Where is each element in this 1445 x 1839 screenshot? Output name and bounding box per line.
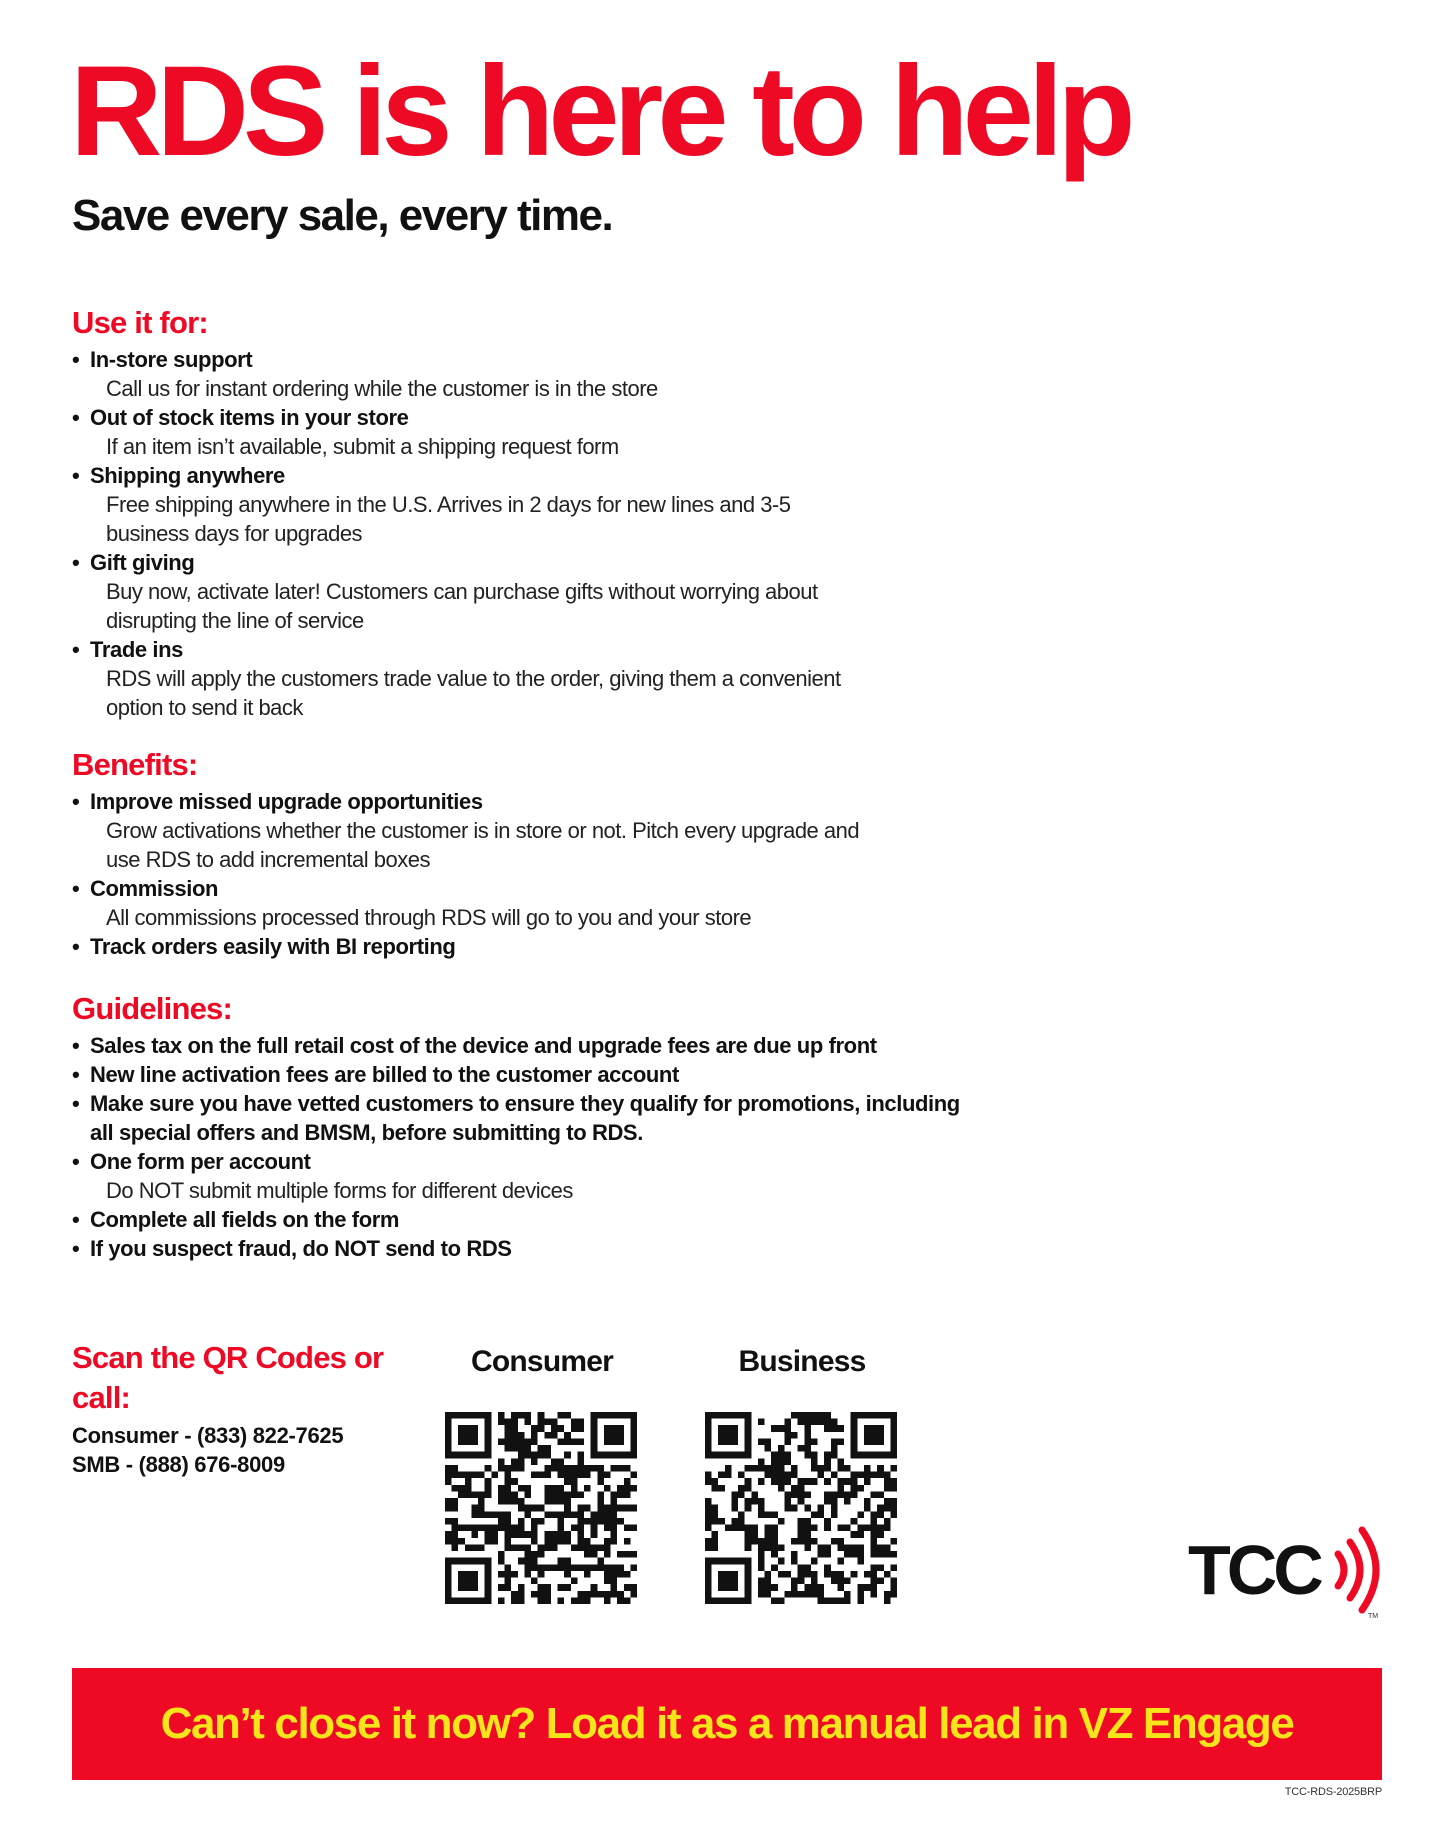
- list-item-title: • Trade ins: [72, 635, 972, 664]
- list-item-title: • Commission: [72, 874, 972, 903]
- consumer-qr-code[interactable]: [445, 1412, 637, 1604]
- list-item-title: • Sales tax on the full retail cost of the device and upgrade fees are due up front: [72, 1031, 972, 1060]
- list-item: [72, 874, 972, 932]
- scan-heading: Scan the QR Codes or call:: [72, 1340, 384, 1415]
- list-item-description: Call us for instant ordering while the customer is in the store: [106, 376, 658, 402]
- page-subtitle: Save every sale, every time.: [72, 191, 613, 240]
- list-item-title: • In-store support: [72, 345, 972, 374]
- list-item: [72, 1234, 972, 1263]
- use-it-for-section: [72, 304, 972, 722]
- business-qr-code[interactable]: [705, 1412, 897, 1604]
- list-item-title: • If you suspect fraud, do NOT send to RDS: [72, 1234, 972, 1263]
- qr-consumer-label: Consumer: [471, 1345, 613, 1378]
- list-item-description: RDS will apply the customers trade value to the order, giving them a convenient: [106, 666, 841, 692]
- list-item: [72, 1205, 972, 1234]
- list-item: [72, 932, 972, 961]
- list-item: [72, 635, 972, 722]
- benefits-heading: Benefits:: [72, 747, 198, 782]
- list-item: [72, 548, 972, 635]
- guidelines-section: [72, 990, 972, 1263]
- list-item: [72, 461, 972, 548]
- list-item-title: • New line activation fees are billed to the customer account: [72, 1060, 972, 1089]
- smb-phone[interactable]: SMB - (888) 676-8009: [72, 1452, 285, 1477]
- benefits-section: [72, 746, 972, 961]
- list-item-title: • Shipping anywhere: [72, 461, 972, 490]
- list-item-description: If an item isn’t available, submit a shipping request form: [106, 434, 619, 460]
- document-code: TCC-RDS-2025BRP: [1284, 1786, 1382, 1798]
- list-item-title: • Track orders easily with BI reporting: [72, 932, 972, 961]
- list-item-title: • Complete all fields on the form: [72, 1205, 972, 1234]
- list-item: [72, 1060, 972, 1089]
- consumer-phone[interactable]: Consumer - (833) 822-7625: [72, 1423, 344, 1448]
- qr-business-label: Business: [738, 1345, 866, 1378]
- list-item-title: • Out of stock items in your store: [72, 403, 972, 432]
- list-item-description: disrupting the line of service: [106, 608, 364, 634]
- benefits-list: [72, 787, 972, 961]
- use-it-for-heading: Use it for:: [72, 305, 208, 340]
- guidelines-list: [72, 1031, 972, 1263]
- list-item: [72, 403, 972, 461]
- tcc-logo: [1188, 1520, 1388, 1620]
- page-title: RDS is here to help: [70, 40, 1130, 183]
- list-item: [72, 1147, 972, 1205]
- list-item-title: • One form per account: [72, 1147, 972, 1176]
- list-item-description: Free shipping anywhere in the U.S. Arrives in 2 days for new lines and 3-5: [106, 492, 791, 518]
- list-item-title: • Improve missed upgrade opportunities: [72, 787, 972, 816]
- signal-waves-icon: [1338, 1530, 1376, 1610]
- banner-text: Can’t close it now? Load it as a manual lead in VZ Engage: [160, 1699, 1294, 1748]
- list-item-description: use RDS to add incremental boxes: [106, 847, 430, 873]
- list-item-description: All commissions processed through RDS will go to you and your store: [106, 905, 752, 931]
- list-item-title: • Make sure you have vetted customers to ensure they qualify for promotions, including all special offers and BMSM, before submitting to RDS.: [72, 1089, 972, 1147]
- list-item: [72, 1031, 972, 1060]
- list-item-description: business days for upgrades: [106, 521, 363, 547]
- trademark-mark: TM: [1368, 1613, 1379, 1620]
- list-item: [72, 345, 972, 403]
- guidelines-heading: Guidelines:: [72, 991, 233, 1026]
- list-item-title: • Gift giving: [72, 548, 972, 577]
- manual-lead-banner: [72, 1668, 1382, 1780]
- tcc-logo-text: TCC: [1188, 1531, 1320, 1609]
- list-item-description: Grow activations whether the customer is in store or not. Pitch every upgrade and: [106, 818, 860, 844]
- list-item: [72, 787, 972, 874]
- list-item-description: Do NOT submit multiple forms for different devices: [106, 1178, 573, 1204]
- use-it-for-list: [72, 345, 972, 722]
- list-item-description: option to send it back: [106, 695, 303, 721]
- list-item: [72, 1089, 972, 1147]
- list-item-description: Buy now, activate later! Customers can purchase gifts without worrying about: [106, 579, 818, 605]
